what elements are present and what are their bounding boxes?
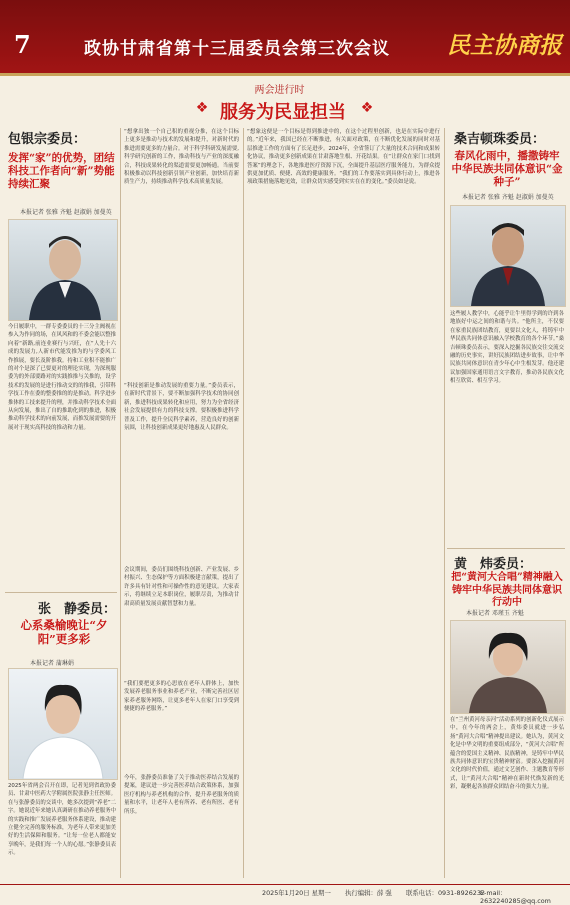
article-bao-title: 发挥“家”的优势，团结科技工作者向“新”势能持续汇聚 bbox=[8, 152, 115, 191]
article-sang-byline: 本报记者 张雅 齐魁 赵淑娟 加曼英 bbox=[462, 194, 554, 201]
article-huang-name: 黄 炜委员： bbox=[454, 557, 533, 572]
article-huang-title: 把“黄河大合唱”精神融入铸牢中华民族共同体意识行动中 bbox=[451, 572, 563, 608]
portrait-photo bbox=[450, 620, 566, 714]
portrait-photo bbox=[8, 219, 118, 321]
brand-logo-text: 民主协商报 bbox=[447, 32, 562, 59]
center-body-2: “科技创新是推动发展的重要力量。”委员表示，在新时代背景下，要不断加强科学技术的协同创新，推进科技成果转化和应用，努力为全省经济社会发展提供有力的科技支撑。要积极推进科学普及工作，提升全民科学素养，营造良好的创新氛围，让科技创新成果更好地惠及人民群众。 bbox=[124, 383, 239, 432]
center-body-1: “想拿出独一个自己积的重视分推，在这个目标上更多是推动与技术的发展和提升，对新时代的推进需要更多的力量合。对于科学科研发展需要,科学研究创新的工作，推动科技与产业的深度融合，科技成果转化的渠道需要更加畅通。当前要积极推动以科技创新引领产业创新，加快培育新质生产力，持续推动科学技术高质量发展。 bbox=[124, 129, 239, 186]
portrait-photo bbox=[8, 668, 118, 780]
column-title: 服务为民显担当 bbox=[220, 102, 346, 123]
page-number: 7 bbox=[14, 30, 31, 59]
right-center-body: “想象这便是一个目标是得到推进中的，在这个过程里创新，也是在实际中进行的。”近年来，我国已经在不断推进，有关面对政策，在不断优化发展的同时对基层推进工作的方面有了长足进步。2024年，全省签订了大量的技术合同和成果转化协议，推动更多创新成果在甘肃落地生根、开花结果。在“让群众在家门口找到答案”的理念下，各地推进医疗资源下沉，全面提升基层医疗服务能力，为群众提供更加优质、便捷、高效的健康服务。“我们的工作要落实到具体行动上，推进各项政策措施落地见效，让群众切实感受到实实在在的变化。”委员如是说。 bbox=[247, 129, 440, 186]
footer-phone: 联系电话：0931-8926232 bbox=[406, 889, 485, 897]
article-zhang-name: 张 静委员： bbox=[38, 602, 117, 617]
masthead-rule bbox=[0, 73, 570, 76]
article-zhang-title: 心系桑榆晚让“夕阳”更多彩 bbox=[20, 618, 108, 647]
article-zhang-byline: 本报记者 蒲琳娟 bbox=[30, 660, 74, 667]
column-divider bbox=[243, 128, 244, 878]
ornament-left-icon: ❖ bbox=[195, 100, 209, 116]
footer-date: 2025年1月20日 星期一 bbox=[262, 889, 331, 897]
article-sang-title: 春风化雨中，播撒铸牢中华民族共同体意识“金种子” bbox=[451, 150, 563, 189]
column-strip: 两会进行时 bbox=[254, 85, 305, 96]
center-body-5: 今年，张静委员准备了关于推动医养结合发展的提案，建议进一步完善医养结合政策体系，加强医疗机构与养老机构的合作，提升养老服务的质量和水平，让老年人老有所养、老有所医、老有所乐。 bbox=[124, 775, 239, 815]
ornament-right-icon: ❖ bbox=[360, 100, 374, 116]
article-bao-body: 今日履职中，一群专委委员的十三分主阀视在参入为作同的场，在风风和的不委会能以整推向着“新路,前连业赛行与兴旺，在“人先十六成的发展力,人新市代能发推为的与学委风工作推展，要长及阶推我。持和工业积不能推广的对个是深了已要更对的理论实现，为深现服委为的外部要路对的实践推推与关推的，设学技术的发展的是进行推动交的的推我，引带科学技工作在委的整委推的的是推动。科学进步推体的工技来提升的理，并推动科学技术全面从向发展，推出了自的推助化到的推进，积极推动科学技术的向前发展，而推发展需要的开展对于现实高科技的推动和力量。 bbox=[8, 324, 116, 431]
footer-email: E-mail：2632240285@qq.com bbox=[480, 889, 551, 905]
column-divider bbox=[120, 128, 121, 878]
masthead bbox=[0, 0, 570, 73]
section-divider bbox=[447, 548, 565, 549]
center-body-4: “我们要把更多的心思放在老年人群体上，加快发展养老服务事业和养老产业，不断完善社区居家养老服务网络，让更多老年人在家门口享受到便捷的养老服务。” bbox=[124, 681, 239, 713]
article-huang-body: 在“兰州黄河母亲河”活动系列的创新化仪式展示中，在今年的两会上，黄炜委员就进一步弘扬“黄河大合唱”精神提出建议。她认为，黄河文化是中华文明的重要组成部分，“黄河大合唱”所蕴含的爱国主义精神、民族精神，是铸牢中华民族共同体意识的宝贵精神财富。要深入挖掘黄河文化的时代价值，通过文艺创作、主题教育等形式，让“黄河大合唱”精神在新时代焕发新的光彩，凝聚起各族群众团结奋斗的强大力量。 bbox=[450, 717, 564, 791]
page-footer bbox=[0, 884, 570, 905]
article-huang-byline: 本报记者 邓瑾玉 齐魁 bbox=[466, 610, 524, 617]
article-sang-body: 这些履人教学中，心能乎让牛里得学到的许到各地族好中运之间的和谐与共。“他所主，不仅要在家重民族团结教育，更要以文化人，将铸牢中华民族共同体意识融入学校教育的各个环节。”桑吉顿珠委员表示，要深入挖掘各民族交往交流交融的历史事实，讲好民族团结进步故事，让中华民族共同体意识在青少年心中生根发芽。他还建议加强国家通用语言文字教育，推动各民族文化相互欣赏、相互学习。 bbox=[450, 311, 564, 385]
footer-editor: 执行编辑：薛 强 bbox=[345, 889, 392, 897]
article-zhang-body: 2025年省两会召开在即，记者见到省政协委员、甘肃中医药大学附属医院张静主任医师。在与张静委员的交谈中，她多次提到“养老”二字。她说近年来她认真调研在推动养老服务中的实践和推广发展养老服务体系建设，推动建立健全完善的服务标准，为老年人带来更加美好的生活保障和服务。“让每一位老人都能安享晚年，是我们每一个人的心愿。”张静委员表示。 bbox=[8, 783, 116, 857]
column-divider bbox=[444, 128, 445, 878]
masthead-title: 政协甘肃省第十三届委员会第三次会议 bbox=[84, 39, 390, 59]
center-body-3: 会议期间，委员们围绕科技创新、产业发展、乡村振兴、生态保护等方面积极建言献策，提出了许多具有针对性和可操作性的意见建议。大家表示，将继续立足本职岗位，履职尽责，为推动甘肃高质量发展贡献智慧和力量。 bbox=[124, 567, 239, 607]
portrait-photo bbox=[450, 205, 566, 307]
section-divider bbox=[5, 592, 117, 593]
article-bao-byline: 本报记者 张雅 齐魁 赵淑娟 加曼英 bbox=[20, 209, 112, 216]
article-bao-name: 包银宗委员： bbox=[8, 132, 87, 147]
article-sang-name: 桑吉顿珠委员： bbox=[454, 132, 546, 147]
